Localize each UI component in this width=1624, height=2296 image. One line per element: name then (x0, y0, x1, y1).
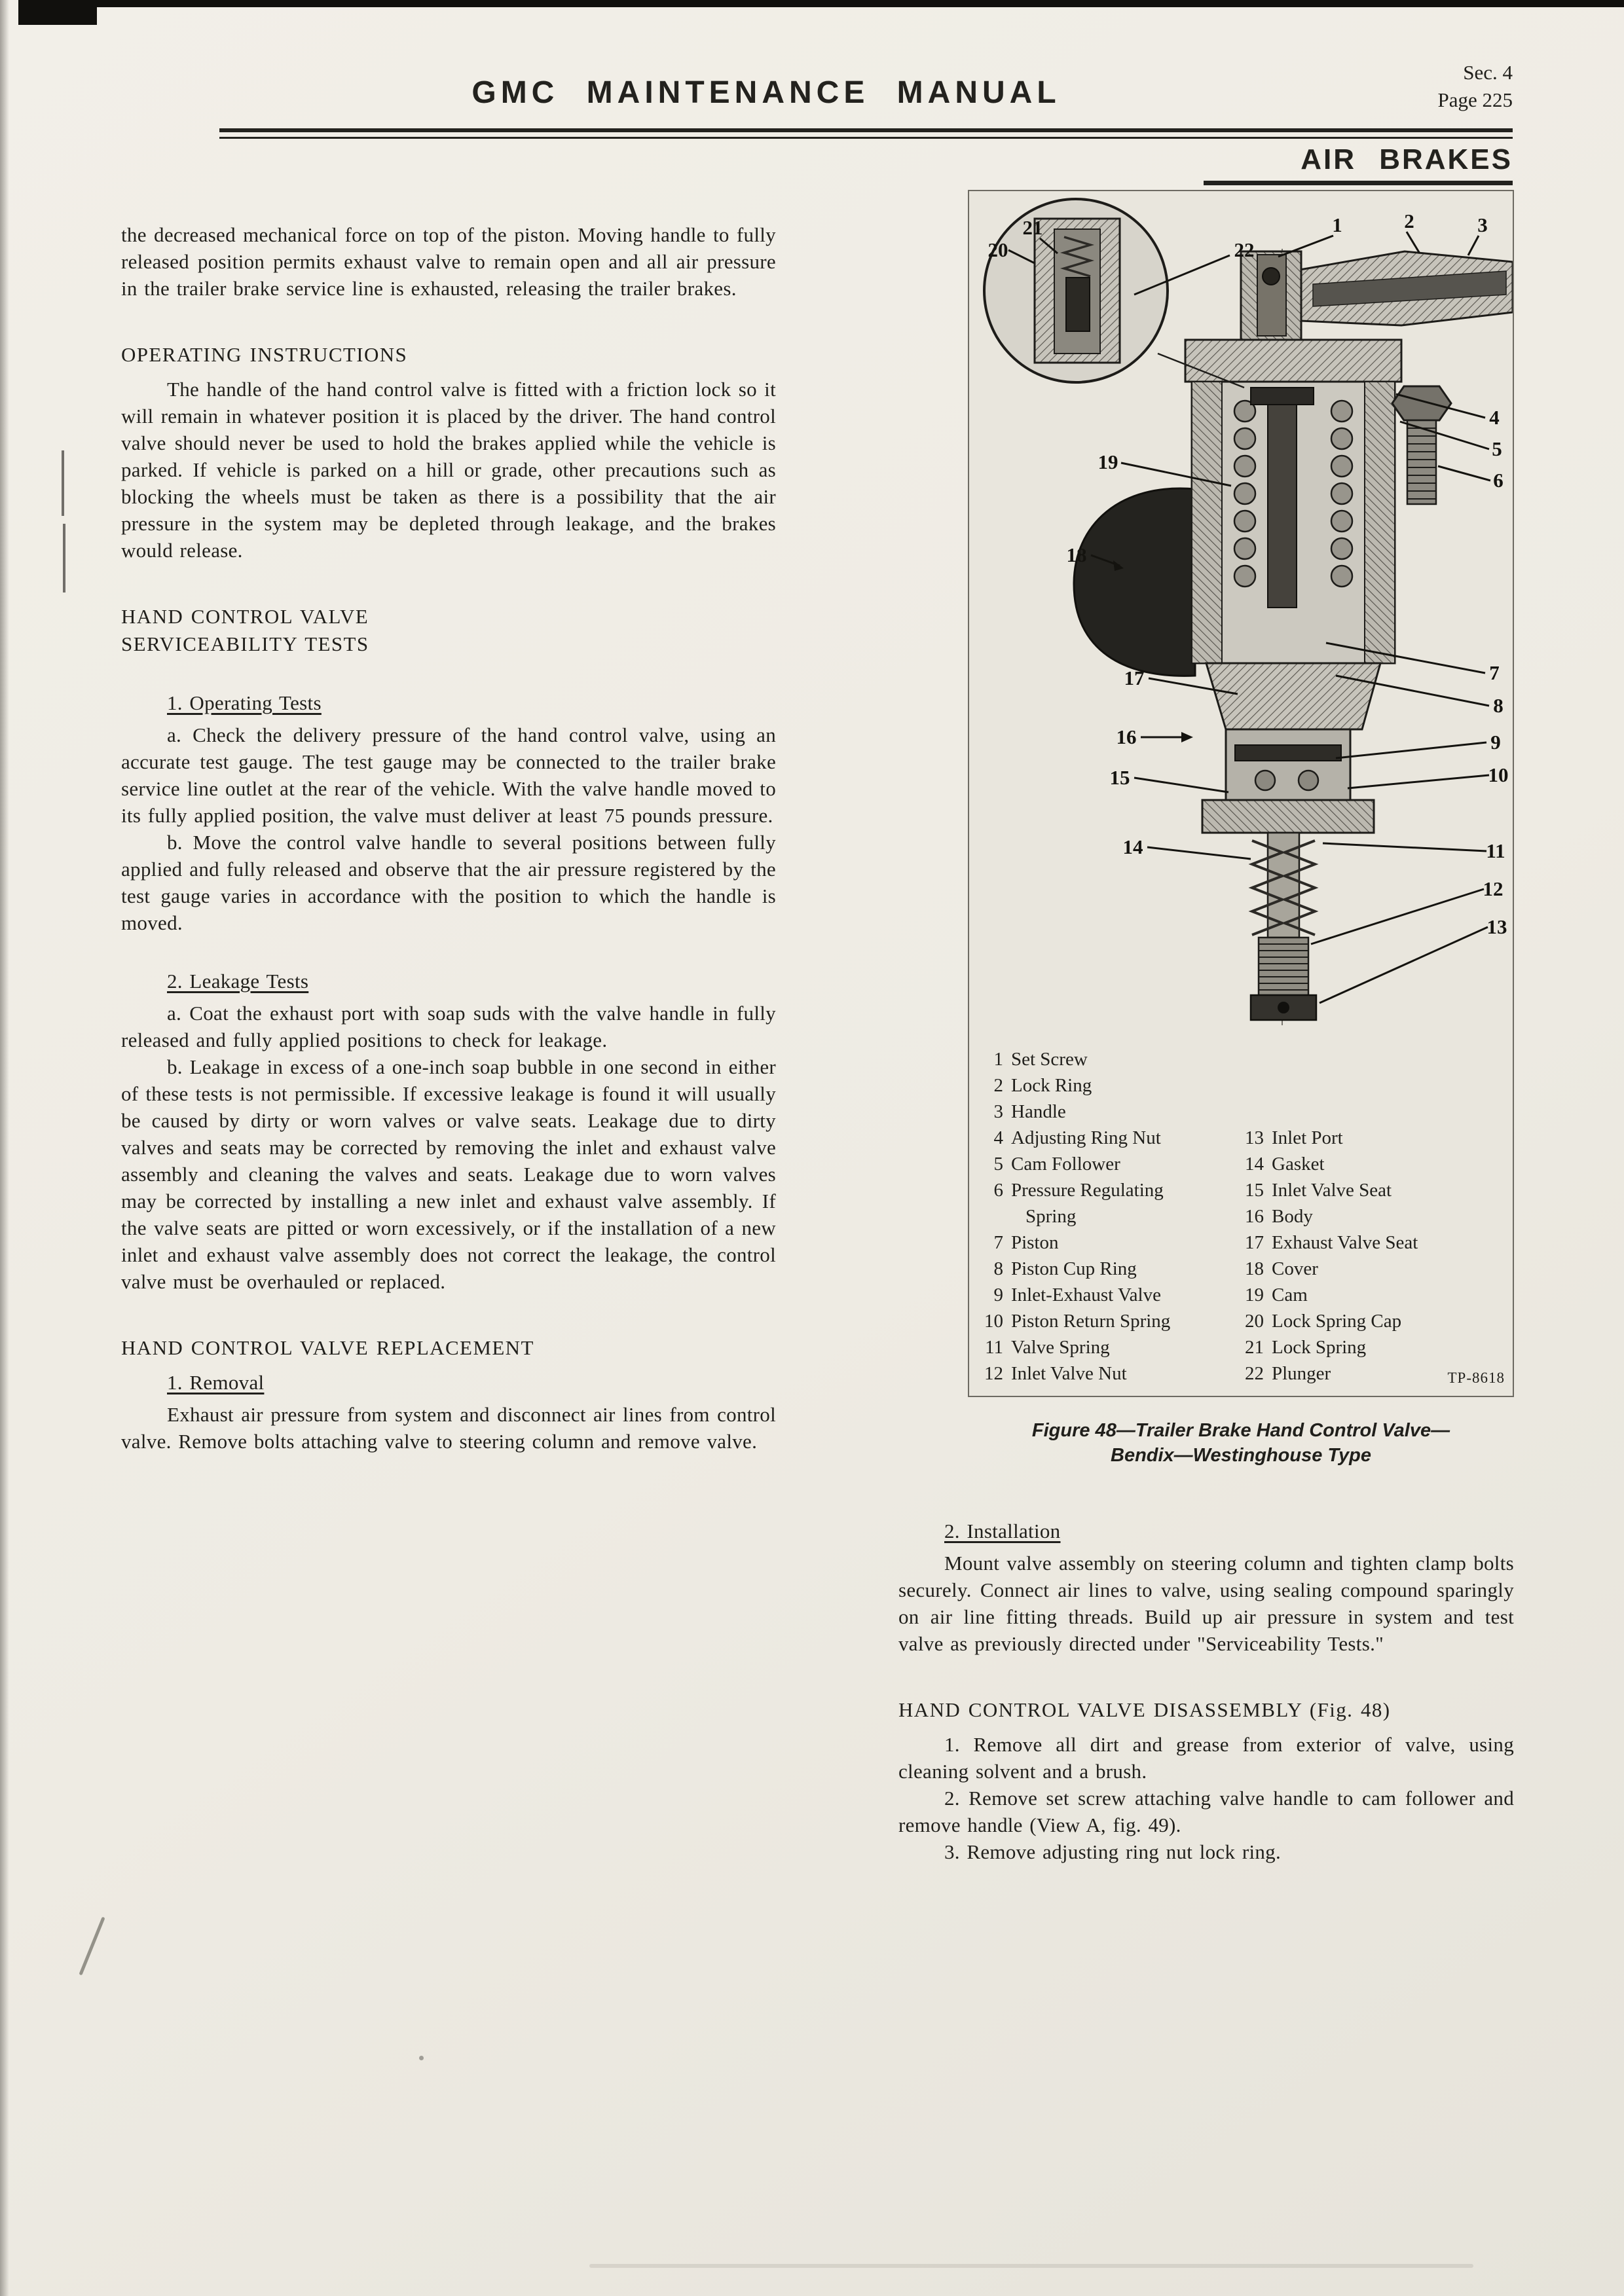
legend-item-number: 13 (1245, 1127, 1264, 1148)
legend-item (978, 1230, 1239, 1256)
legend-item (978, 1256, 1239, 1282)
heading-serviceability-tests (121, 603, 776, 658)
legend-item-number: 14 (1245, 1154, 1264, 1175)
callout-9: 9 (1490, 731, 1501, 754)
legend-item-label: Spring (1025, 1206, 1077, 1227)
legend-item-label: Piston Return Spring (1011, 1311, 1171, 1332)
scan-artifact-speck (419, 2056, 424, 2060)
legend-item-number: 12 (984, 1363, 1003, 1384)
header-right-block (1323, 59, 1513, 114)
legend-item-number: 2 (993, 1075, 1003, 1096)
figure-48 (968, 190, 1514, 1397)
callout-8: 8 (1493, 694, 1504, 717)
heading-operating-instructions: OPERATING INSTRUCTIONS (121, 343, 408, 366)
legend-item-label: Pressure Regulating (1011, 1180, 1164, 1201)
legend-item-label: Lock Spring Cap (1272, 1311, 1402, 1332)
legend-item-number: 10 (984, 1311, 1003, 1332)
legend-item-number: 1 (993, 1049, 1003, 1070)
figure-caption-line: Bendix—Westinghouse Type (1111, 1445, 1371, 1466)
callout-19: 19 (1098, 450, 1118, 473)
subheading-removal: 1. Removal (167, 1371, 265, 1394)
legend-item-number: 21 (1245, 1337, 1264, 1358)
subheading-operating-tests: 1. Operating Tests (167, 691, 322, 714)
legend-item-label: Adjusting Ring Nut (1011, 1127, 1161, 1148)
figure-caption-line: Figure 48—Trailer Brake Hand Control Valve— (1031, 1420, 1450, 1441)
legend-item (978, 1046, 1239, 1072)
paragraph: a. Check the delivery pressure of the hand control valve, using an accurate test gauge. The test gauge may be connected to the trailer brake service line outlet at the rear of the vehicle. With the valve handle moved to its fully applied position, the valve must deliver at least 75 pounds pressure. (121, 723, 776, 827)
legend-item-label: Exhaust Valve Seat (1272, 1232, 1418, 1253)
legend-item (1239, 1177, 1506, 1203)
legend-item-number: 16 (1245, 1206, 1264, 1227)
legend-item (1239, 1151, 1506, 1177)
legend-item (1239, 1308, 1506, 1334)
left-column (121, 221, 776, 1455)
valve-body-shapes (984, 199, 1513, 1026)
legend-item-number: 18 (1245, 1258, 1264, 1279)
callout-18: 18 (1066, 543, 1087, 566)
legend-item-label: Cam (1272, 1285, 1308, 1305)
subheading-installation: 2. Installation (944, 1520, 1061, 1542)
callout-21: 21 (1022, 216, 1043, 239)
legend-item (1239, 1282, 1506, 1308)
paragraph: 1. Remove all dirt and grease from exterior of valve, using cleaning solvent and a brush. (898, 1733, 1514, 1783)
legend-item (978, 1282, 1239, 1308)
legend-item-label: Set Screw (1011, 1049, 1088, 1070)
right-column (898, 1518, 1514, 1865)
figure-plate-code: TP-8618 (1447, 1370, 1505, 1386)
legend-item-number: 19 (1245, 1285, 1264, 1305)
legend-item-number: 17 (1245, 1232, 1264, 1253)
legend-item (978, 1099, 1239, 1125)
scan-artifact-top-edge (36, 0, 1624, 7)
legend-item-label: Body (1272, 1206, 1313, 1227)
scan-artifact-corner (18, 0, 97, 25)
legend-item-label: Lock Ring (1011, 1075, 1092, 1096)
legend-item-number: 9 (993, 1285, 1003, 1305)
legend-item-number: 8 (993, 1258, 1003, 1279)
legend-item-label: Lock Spring (1272, 1337, 1367, 1358)
paragraph: The handle of the hand control valve is fitted with a friction lock so it will remain in whatever position it is placed by the driver. The hand control valve should never be used to hold the brakes applied while the vehicle is parked. If vehicle is parked on a hill or grade, other precautions such as blocking the wheels must be taken as there is a possibility that the air pressure in the system may be depleted through leakage, and the brakes would release. (121, 378, 776, 562)
legend-item (978, 1360, 1239, 1387)
callout-15: 15 (1109, 766, 1130, 789)
heading-line: HAND CONTROL VALVE (121, 605, 369, 628)
paragraph: Exhaust air pressure from system and disconnect air lines from control valve. Remove bolts attaching valve to steering column and remove valve. (121, 1403, 776, 1453)
legend-item-label: Piston (1011, 1232, 1059, 1253)
legend-item-label: Gasket (1272, 1154, 1325, 1175)
legend-column-left (978, 1046, 1239, 1387)
callout-16: 16 (1116, 725, 1137, 748)
section-rule (1204, 181, 1513, 185)
valve-cross-section-diagram (969, 191, 1513, 1042)
legend-item-label: Inlet Valve Nut (1011, 1363, 1127, 1384)
callout-7: 7 (1489, 661, 1500, 684)
legend-item-number: 7 (993, 1232, 1003, 1253)
section-label: AIR BRAKES (1301, 143, 1513, 175)
paragraph: 2. Remove set screw attaching valve handle to cam follower and remove handle (View A, fig. 49). (898, 1787, 1514, 1836)
legend-item (1239, 1360, 1506, 1387)
scan-artifact-smudge (589, 2264, 1473, 2268)
header-page-number: Page 225 (1437, 88, 1513, 111)
legend-item (978, 1177, 1239, 1203)
legend-item-number: 11 (985, 1337, 1003, 1358)
callout-13: 13 (1486, 915, 1507, 938)
paragraph: b. Leakage in excess of a one-inch soap bubble in one second in either of these tests is not permissible. If excessive leakage is found it will usually be caused by dirty or worn valves or valve seats. Leakage due to dirty valves and seats may be corrected by removing the inlet and exhaust valve assembly and cleaning the valves and seats. Leakage due to worn valves may be corrected by installing a new inlet and exhaust valve assembly. If the valve seats are pitted or worn excessively, or if the installation of a new inlet and exhaust valve assembly does not correct the leakage, the control valve must be overhauled or replaced. (121, 1055, 776, 1293)
callout-17: 17 (1124, 666, 1145, 689)
scan-artifact-left-edge (0, 0, 9, 2296)
legend-item-label: Inlet Valve Seat (1272, 1180, 1392, 1201)
callout-1: 1 (1332, 213, 1342, 236)
figure-legend (969, 1042, 1513, 1387)
paragraph-continuation: the decreased mechanical force on top of the piston. Moving handle to fully released position permits exhaust valve to remain open and all air pressure in the trailer brake service line is exhausted, releasing the trailer brakes. (121, 223, 776, 300)
callout-20: 20 (987, 238, 1008, 261)
callout-4: 4 (1489, 406, 1500, 429)
legend-item (1239, 1203, 1506, 1230)
legend-item-number: 22 (1245, 1363, 1264, 1384)
callout-5: 5 (1492, 437, 1502, 460)
legend-item (978, 1334, 1239, 1360)
legend-item (978, 1072, 1239, 1099)
legend-column-right (1239, 1046, 1506, 1387)
heading-line: SERVICEABILITY TESTS (121, 632, 369, 655)
legend-item-label: Cam Follower (1011, 1154, 1120, 1175)
callout-2: 2 (1404, 210, 1414, 232)
callout-22: 22 (1234, 238, 1255, 261)
header-rule (219, 128, 1513, 139)
heading-valve-replacement: HAND CONTROL VALVE REPLACEMENT (121, 1336, 534, 1359)
legend-item (978, 1308, 1239, 1334)
manual-title: GMC MAINTENANCE MANUAL (471, 75, 1061, 110)
legend-item (978, 1125, 1239, 1151)
callout-6: 6 (1493, 469, 1504, 492)
legend-item-label: Inlet-Exhaust Valve (1011, 1285, 1161, 1305)
legend-item (1239, 1334, 1506, 1360)
scan-artifact-mark (79, 1917, 105, 1976)
legend-item (1239, 1256, 1506, 1282)
callout-11: 11 (1486, 839, 1505, 862)
callout-3: 3 (1477, 213, 1488, 236)
legend-item (1239, 1230, 1506, 1256)
heading-valve-disassembly: HAND CONTROL VALVE DISASSEMBLY (Fig. 48) (898, 1698, 1391, 1721)
legend-item-number: 6 (993, 1180, 1003, 1201)
legend-item-number: 20 (1245, 1311, 1264, 1332)
subheading-leakage-tests: 2. Leakage Tests (167, 970, 309, 993)
paragraph: Mount valve assembly on steering column and tighten clamp bolts securely. Connect air lines to valve, using sealing compound sparingly on air line fitting threads. Build up air pressure in system and test valve as previously directed under "Serviceability Tests." (898, 1552, 1514, 1655)
callout-12: 12 (1483, 877, 1504, 900)
legend-item-label: Handle (1011, 1101, 1066, 1122)
paragraph: a. Coat the exhaust port with soap suds with the valve handle in fully released and fully applied positions to check for leakage. (121, 1002, 776, 1051)
legend-item-number: 3 (993, 1101, 1003, 1122)
legend-item-label: Inlet Port (1272, 1127, 1343, 1148)
legend-item (978, 1151, 1239, 1177)
callout-10: 10 (1488, 763, 1509, 786)
legend-item-number: 15 (1245, 1180, 1264, 1201)
paragraph: 3. Remove adjusting ring nut lock ring. (944, 1840, 1282, 1863)
legend-item-label: Plunger (1272, 1363, 1331, 1384)
legend-item-label: Cover (1272, 1258, 1318, 1279)
figure-caption (968, 1418, 1514, 1468)
callout-14: 14 (1122, 835, 1143, 858)
legend-item-number: 5 (993, 1154, 1003, 1175)
legend-item-label: Piston Cup Ring (1011, 1258, 1137, 1279)
legend-item-label: Valve Spring (1011, 1337, 1110, 1358)
header-section-number: Sec. 4 (1463, 61, 1513, 84)
legend-item-number: 4 (993, 1127, 1003, 1148)
legend-item (978, 1203, 1239, 1230)
scan-artifact-mark (63, 524, 65, 592)
scan-artifact-mark (62, 450, 64, 516)
paragraph: b. Move the control valve handle to several positions between fully applied and fully released and observe that the air pressure registered by the test gauge varies in accordance with the position to which the handle is moved. (121, 831, 776, 934)
legend-item (1239, 1125, 1506, 1151)
